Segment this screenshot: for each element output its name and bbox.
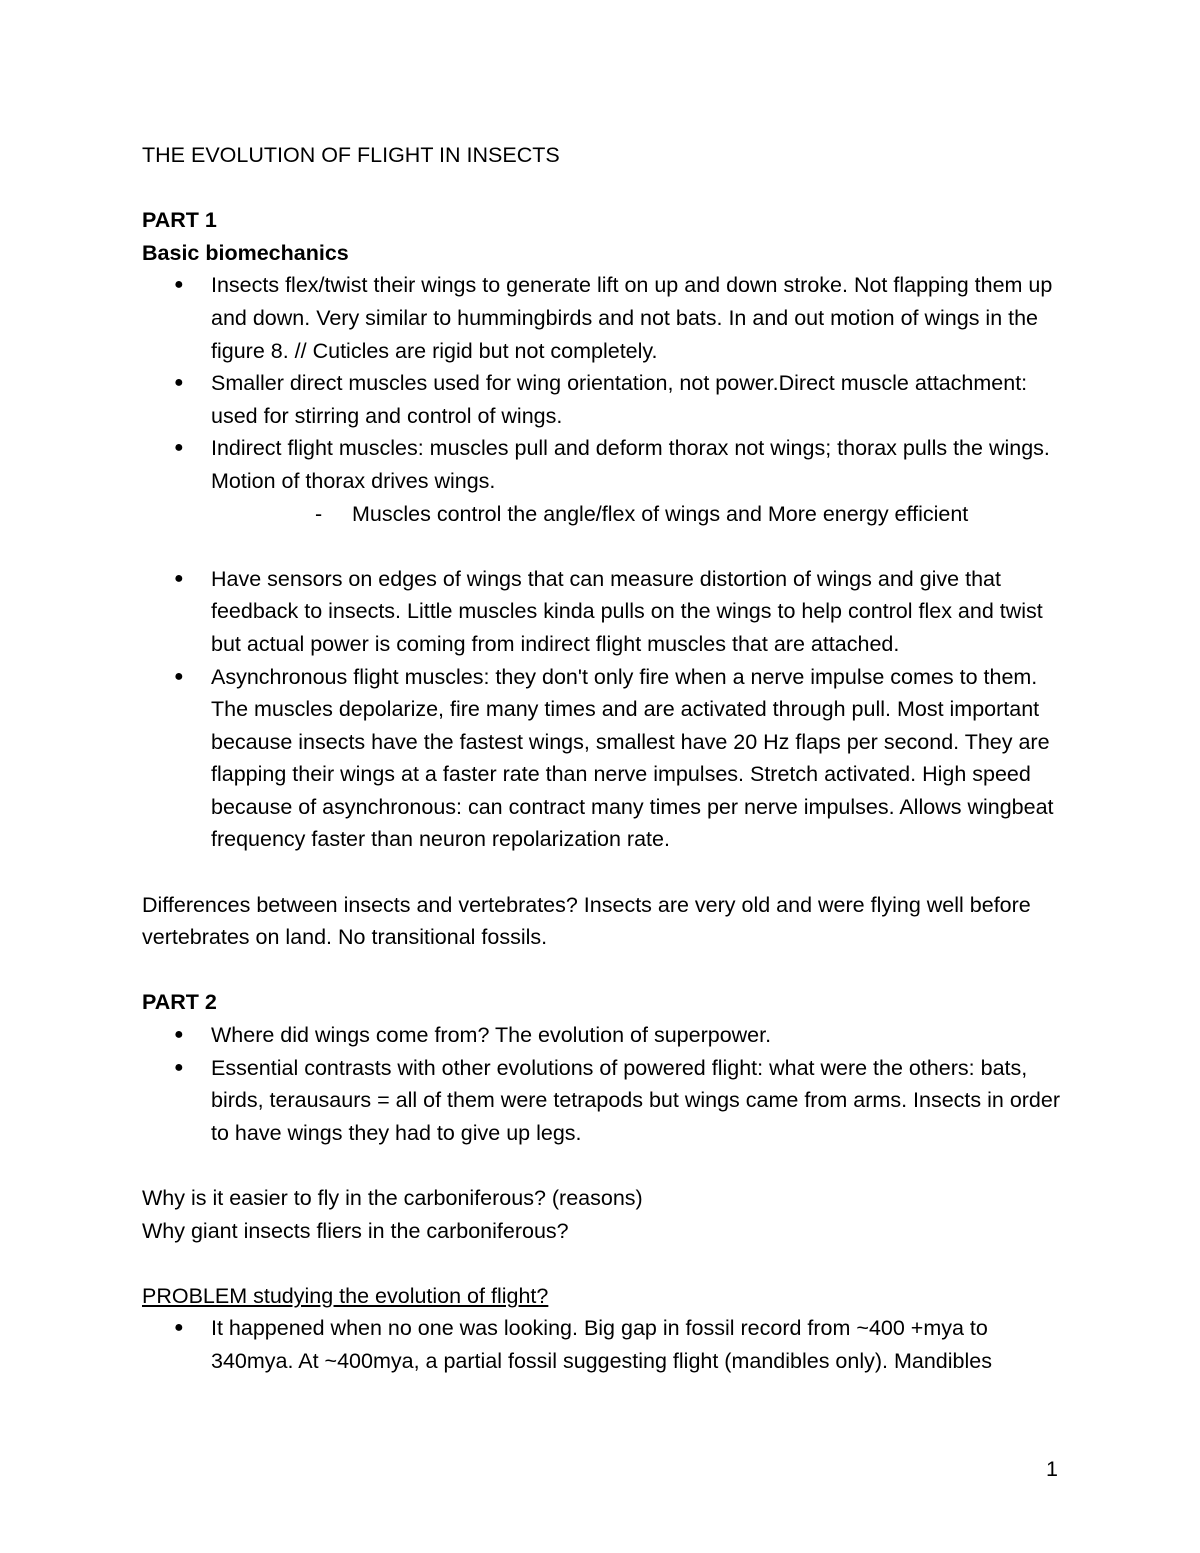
bullet-icon: ●: [174, 1319, 184, 1337]
dash-icon: -: [315, 501, 323, 526]
document-title: THE EVOLUTION OF FLIGHT IN INSECTS: [142, 143, 560, 167]
part-1-bullet-list-a: [142, 269, 1062, 497]
page-number: 1: [1046, 1457, 1058, 1481]
question-carboniferous-easier: Why is it easier to fly in the carboniferous? (reasons): [142, 1186, 643, 1210]
list-item: ● Essential contrasts with other evolutions of powered flight: what were the others: bats, birds, terausaurs = all of them were tetrapods but wings came from arms. Insects in order to have wings they had to give up legs.: [142, 1052, 1062, 1150]
bullet-icon: ●: [174, 439, 184, 457]
problem-heading: PROBLEM studying the evolution of flight?: [142, 1283, 549, 1308]
document-body: [142, 139, 1062, 1378]
blank-line: [142, 1149, 1062, 1182]
bullet-icon: ●: [174, 1058, 184, 1076]
part-2-heading: PART 2: [142, 990, 217, 1015]
blank-line: [142, 954, 1062, 987]
list-item: ● It happened when no one was looking. Big gap in fossil record from ~400 +mya to 340mya. At ~400mya, a partial fossil suggesting flight (mandibles only). Mandibles: [142, 1312, 1062, 1377]
part-1-heading: PART 1: [142, 208, 217, 233]
part-1-bullet-list-b: [142, 563, 1062, 856]
differences-paragraph: Differences between insects and vertebrates? Insects are very old and were flying well before vertebrates on land. No transitional fossils.: [142, 892, 1031, 950]
list-item: ● Smaller direct muscles used for wing orientation, not power.Direct muscle attachment: used for stirring and control of wings.: [142, 367, 1062, 432]
list-item: ● Indirect flight muscles: muscles pull and deform thorax not wings; thorax pulls the wings. Motion of thorax drives wings.: [142, 432, 1062, 497]
list-item: ● Where did wings come from? The evolution of superpower.: [142, 1019, 1062, 1052]
list-item: ● Have sensors on edges of wings that can measure distortion of wings and give that feedback to insects. Little muscles kinda pulls on the wings to help control flex and twist but actual power is coming from indirect flight muscles that are attached.: [142, 563, 1062, 661]
list-item: ● Asynchronous flight muscles: they don't only fire when a nerve impulse comes to them. The muscles depolarize, fire many times and are activated through pull. Most important because insects have the fastest wings, smallest have 20 Hz flaps per second. They are flapping their wings at a faster rate than nerve impulses. Stretch activated. High speed because of asynchronous: can contract many times per nerve impulses. Allows wingbeat frequency faster than neuron repolarization rate.: [142, 661, 1062, 857]
basic-biomechanics-heading: Basic biomechanics: [142, 240, 349, 265]
blank-line: [142, 172, 1062, 205]
blank-line: [142, 530, 1062, 563]
blank-line: [142, 1247, 1062, 1280]
bullet-icon: ●: [174, 374, 184, 392]
list-item: ● Insects flex/twist their wings to generate lift on up and down stroke. Not flapping them up and down. Very similar to hummingbirds and not bats. In and out motion of wings in the figure 8. // Cuticles are rigid but not completely.: [142, 269, 1062, 367]
bullet-icon: ●: [174, 276, 184, 294]
part-2-bullet-list: [142, 1019, 1062, 1149]
bullet-icon: ●: [174, 667, 184, 685]
question-carboniferous-giant: Why giant insects fliers in the carboniferous?: [142, 1218, 569, 1243]
blank-line: [142, 856, 1062, 889]
bullet-icon: ●: [174, 569, 184, 587]
bullet-icon: ●: [174, 1026, 184, 1044]
sub-list-item: - Muscles control the angle/flex of wings and More energy efficient: [142, 498, 1062, 531]
problem-bullet-list: [142, 1312, 1062, 1377]
